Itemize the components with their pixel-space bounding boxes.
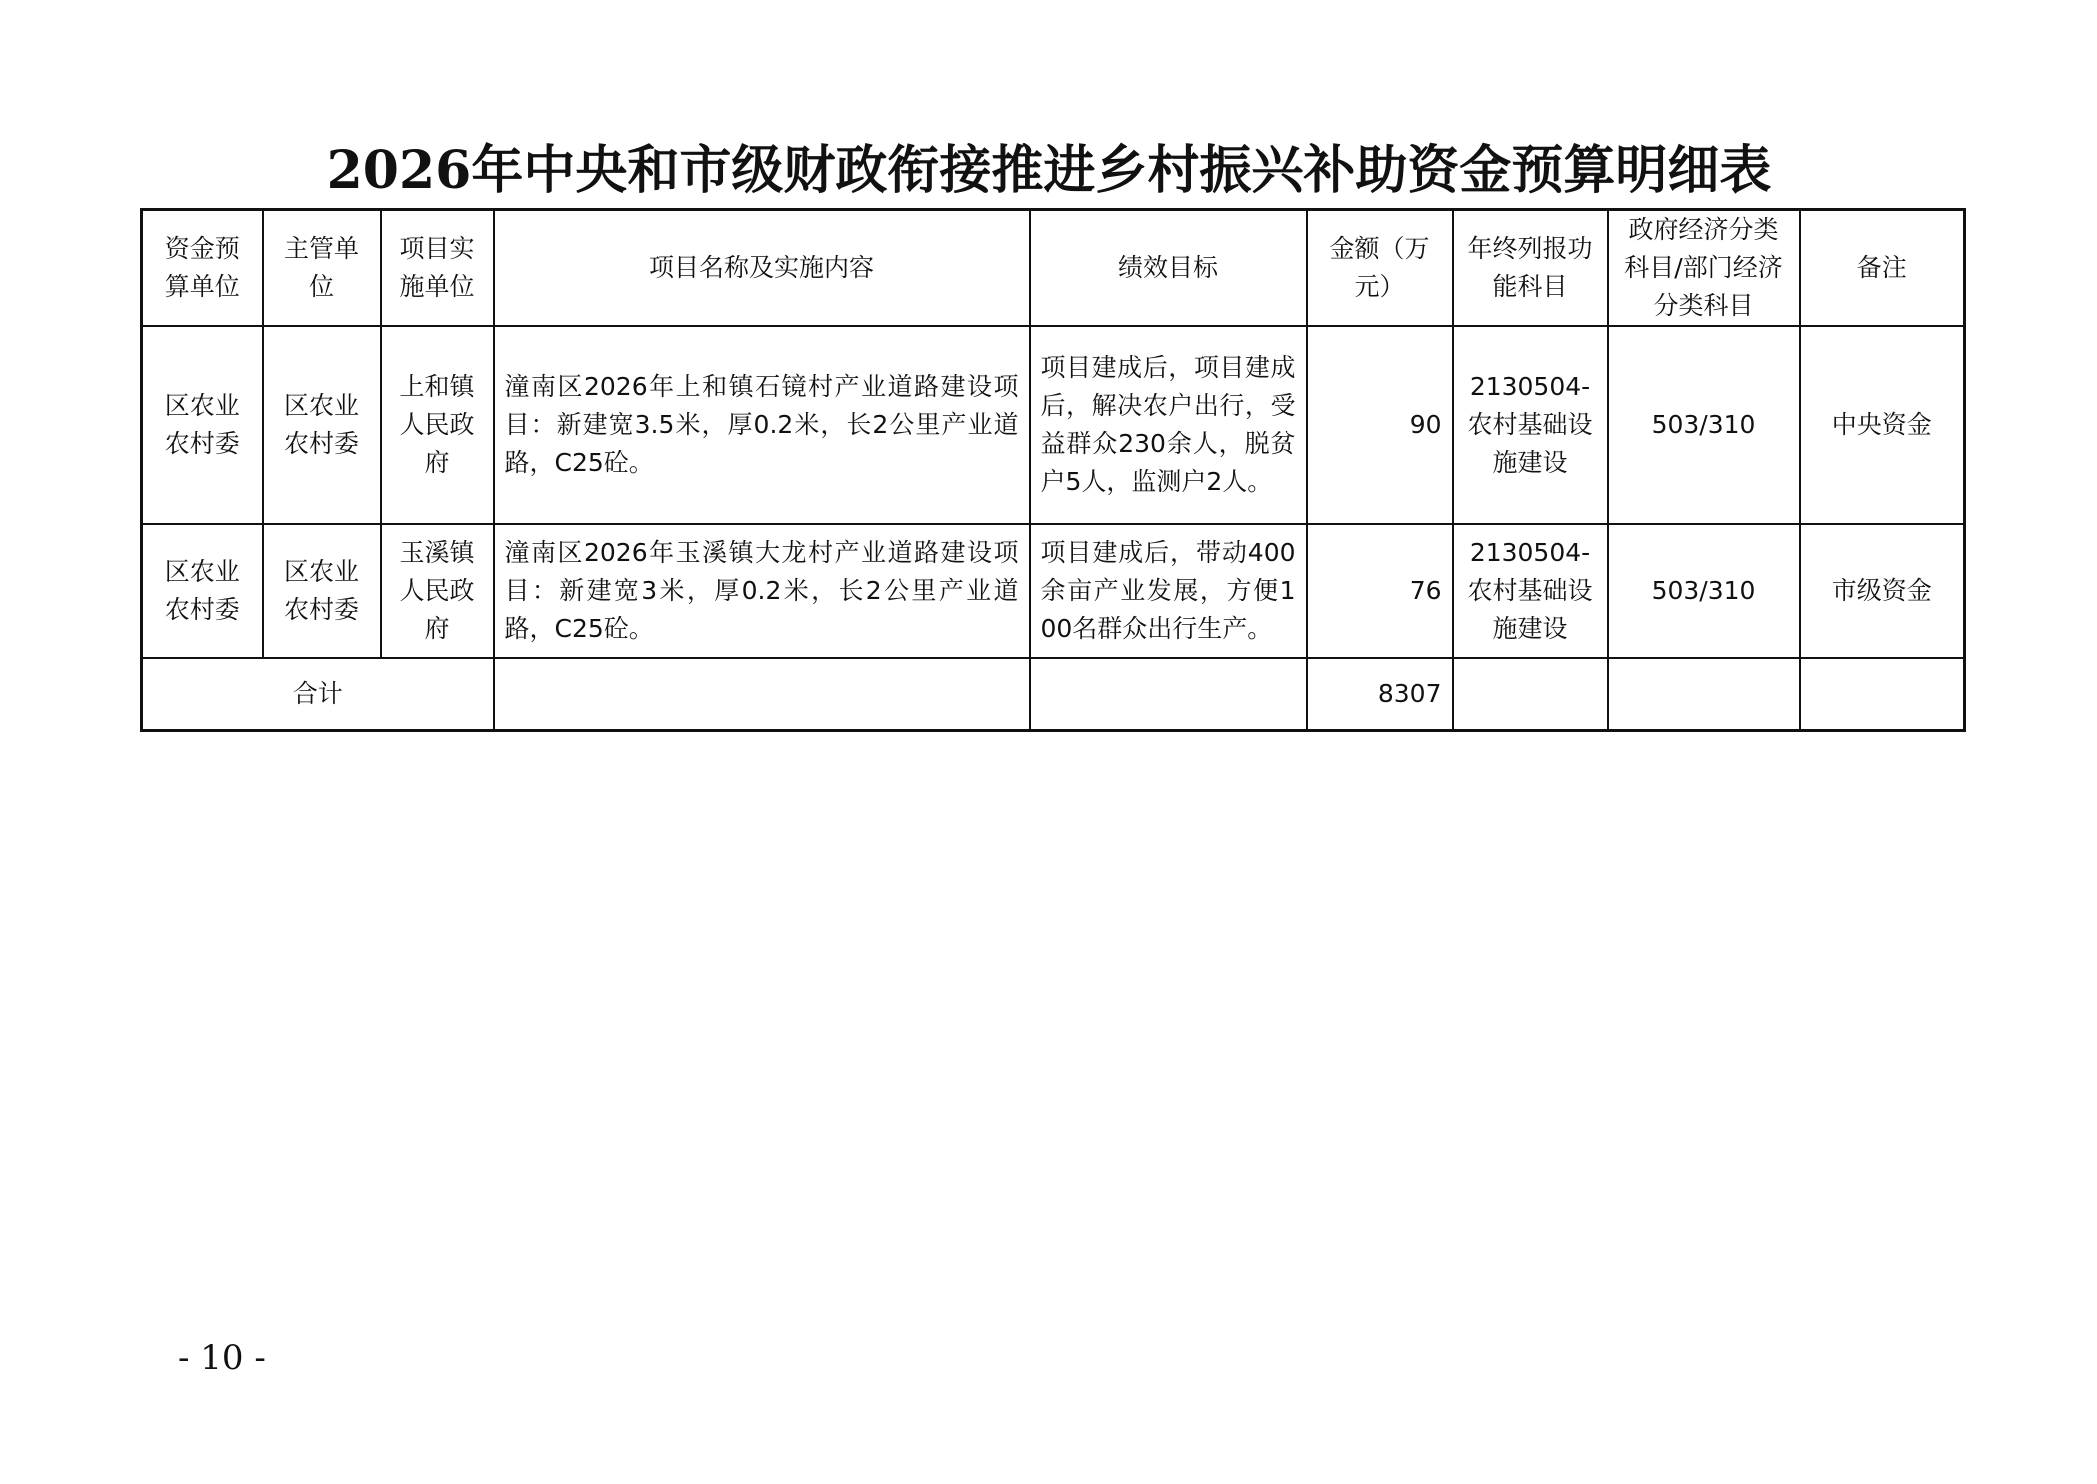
cell-function-subject: 2130504-农村基础设施建设 xyxy=(1453,326,1608,524)
header-implementer: 项目实施单位 xyxy=(381,210,494,327)
cell-implementer: 玉溪镇人民政府 xyxy=(381,524,494,658)
cell-amount: 90 xyxy=(1307,326,1453,524)
total-row xyxy=(142,658,1965,731)
header-supervisor: 主管单位 xyxy=(263,210,381,327)
cell-project: 潼南区2026年玉溪镇大龙村产业道路建设项目：新建宽3米，厚0.2米，长2公里产业道路，C25砼。 xyxy=(494,524,1030,658)
header-amount: 金额（万元） xyxy=(1307,210,1453,327)
total-empty-cell xyxy=(1030,658,1307,731)
table-row xyxy=(142,326,1965,524)
total-label: 合计 xyxy=(142,658,494,731)
cell-note: 中央资金 xyxy=(1800,326,1965,524)
table-header-row xyxy=(142,210,1965,327)
cell-implementer: 上和镇人民政府 xyxy=(381,326,494,524)
header-function-subject: 年终列报功能科目 xyxy=(1453,210,1608,327)
table-row xyxy=(142,524,1965,658)
header-note: 备注 xyxy=(1800,210,1965,327)
total-amount: 8307 xyxy=(1307,658,1453,731)
total-empty-cell xyxy=(1608,658,1800,731)
total-empty-cell xyxy=(1800,658,1965,731)
cell-economic-subject: 503/310 xyxy=(1608,326,1800,524)
page-number: - 10 - xyxy=(178,1338,266,1378)
budget-detail-table xyxy=(140,208,1966,732)
cell-supervisor: 区农业农村委 xyxy=(263,326,381,524)
cell-budget-unit: 区农业农村委 xyxy=(142,524,263,658)
header-economic-subject: 政府经济分类科目/部门经济分类科目 xyxy=(1608,210,1800,327)
header-goal: 绩效目标 xyxy=(1030,210,1307,327)
cell-goal: 项目建成后，带动400余亩产业发展，方便100名群众出行生产。 xyxy=(1030,524,1307,658)
cell-function-subject: 2130504-农村基础设施建设 xyxy=(1453,524,1608,658)
total-empty-cell xyxy=(1453,658,1608,731)
cell-supervisor: 区农业农村委 xyxy=(263,524,381,658)
cell-budget-unit: 区农业农村委 xyxy=(142,326,263,524)
total-empty-cell xyxy=(494,658,1030,731)
header-budget-unit: 资金预算单位 xyxy=(142,210,263,327)
cell-note: 市级资金 xyxy=(1800,524,1965,658)
header-project: 项目名称及实施内容 xyxy=(494,210,1030,327)
cell-goal: 项目建成后，项目建成后，解决农户出行，受益群众230余人，脱贫户5人，监测户2人。 xyxy=(1030,326,1307,524)
cell-economic-subject: 503/310 xyxy=(1608,524,1800,658)
cell-project: 潼南区2026年上和镇石镜村产业道路建设项目：新建宽3.5米，厚0.2米，长2公里产业道路，C25砼。 xyxy=(494,326,1030,524)
cell-amount: 76 xyxy=(1307,524,1453,658)
page-title: 2026年中央和市级财政衔接推进乡村振兴补助资金预算明细表 xyxy=(326,140,1772,201)
